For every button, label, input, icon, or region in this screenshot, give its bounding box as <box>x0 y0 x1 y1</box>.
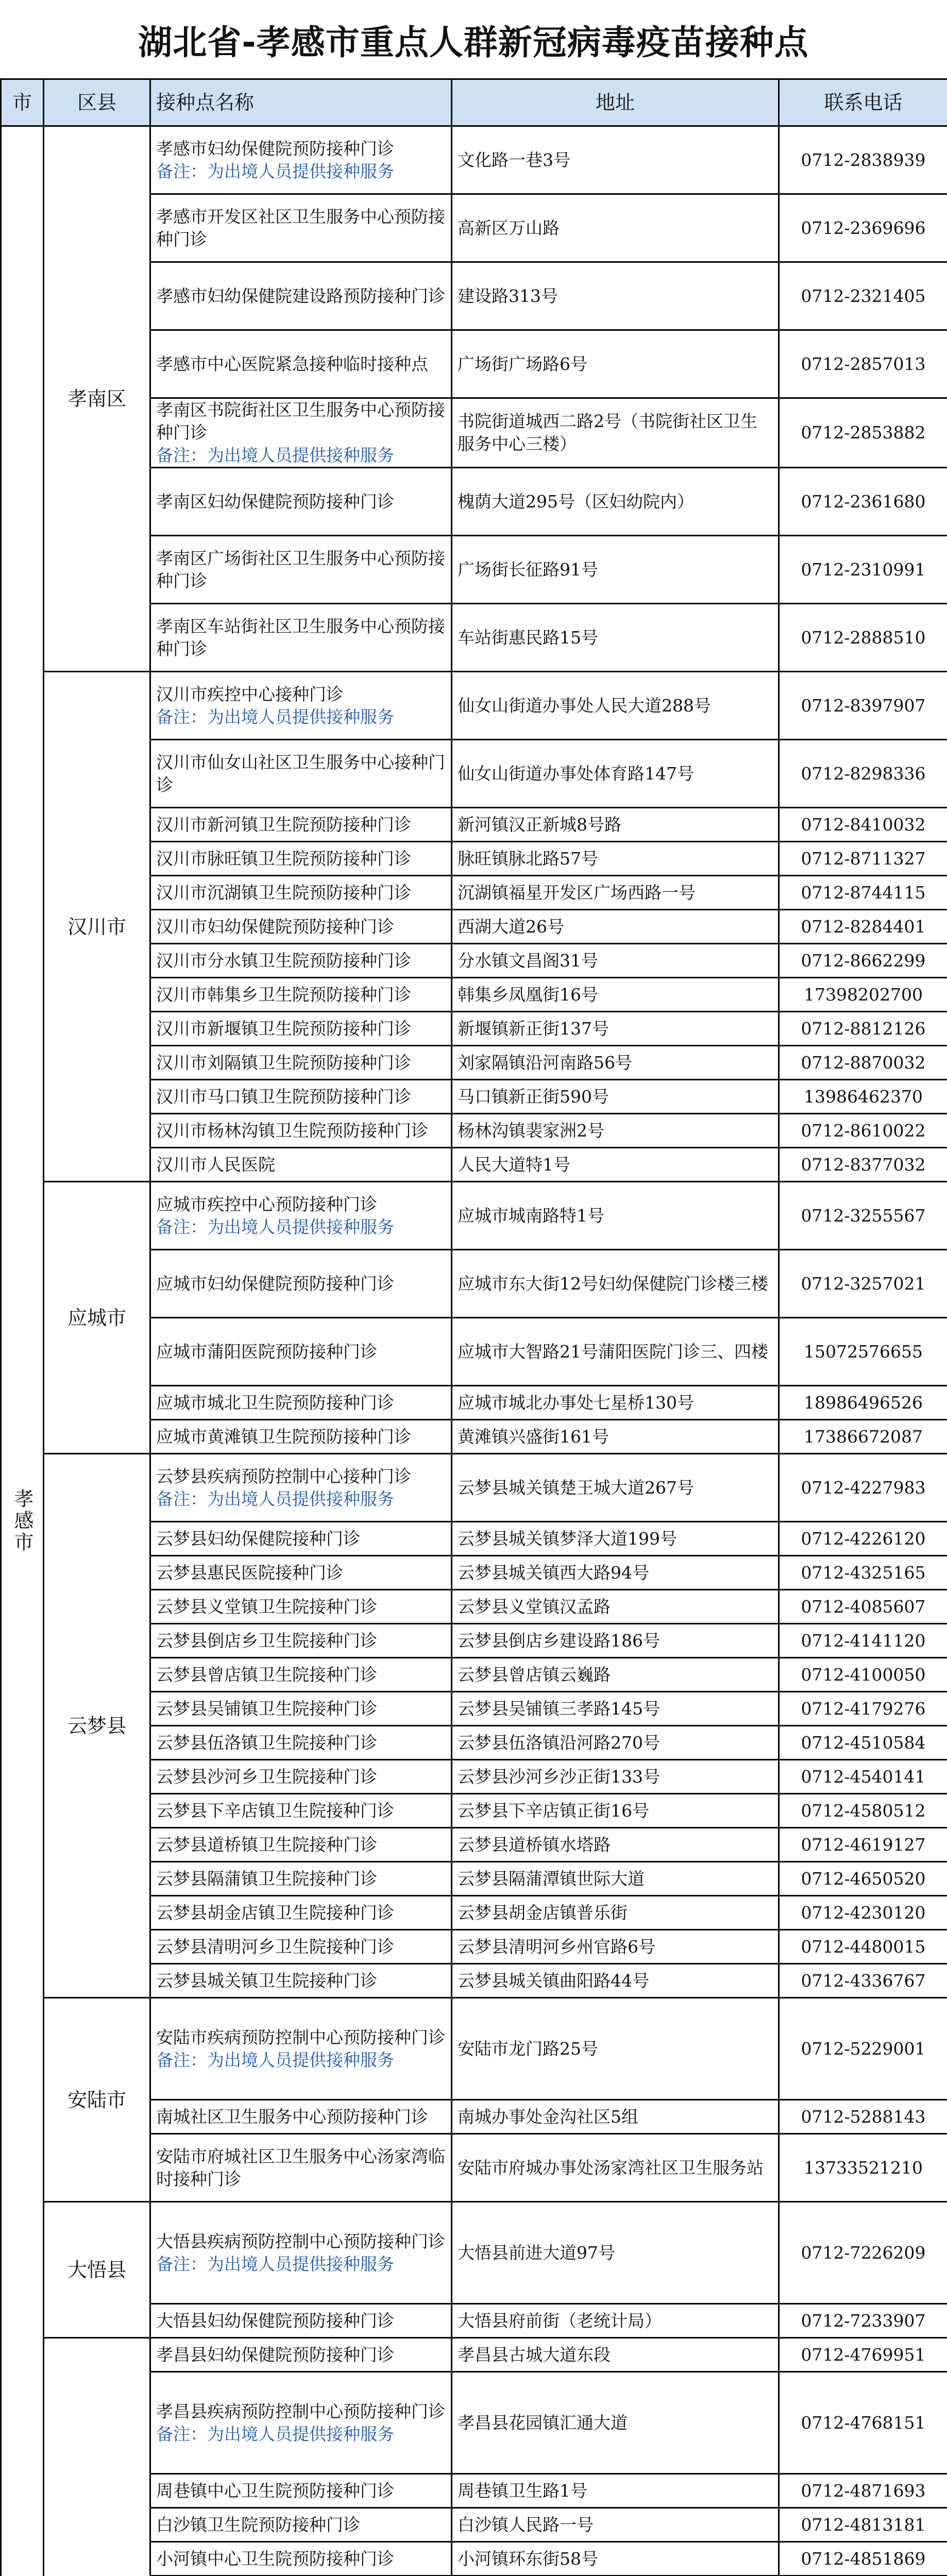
phone-cell: 18986496526 <box>779 1386 947 1420</box>
phone-cell: 0712-8744115 <box>779 876 947 910</box>
site-name-cell <box>150 1964 452 1998</box>
site-name: 云梦县倒店乡卫生院接种门诊 <box>156 1630 377 1651</box>
phone-cell: 0712-4230120 <box>779 1896 947 1930</box>
address-cell: 槐荫大道295号（区妇幼院内） <box>452 468 779 536</box>
header-phone: 联系电话 <box>779 79 947 126</box>
address-cell: 云梦县城关镇楚王城大道267号 <box>452 1454 779 1522</box>
address-cell: 安陆市府城办事处汤家湾社区卫生服务站 <box>452 2134 779 2202</box>
phone-cell: 0712-2310991 <box>779 536 947 604</box>
phone-cell: 0712-8397907 <box>779 672 947 740</box>
site-name-cell <box>150 808 452 842</box>
address-cell: 韩集乡凤凰街16号 <box>452 978 779 1012</box>
address-cell: 云梦县城关镇梦泽大道199号 <box>452 1522 779 1556</box>
site-name: 云梦县惠民医院接种门诊 <box>156 1562 343 1583</box>
site-name-cell <box>150 1896 452 1930</box>
site-name-cell <box>150 2474 452 2508</box>
district-cell: 云梦县 <box>44 1454 150 1998</box>
phone-cell: 0712-4085607 <box>779 1590 947 1624</box>
address-cell: 仙女山街道办事处人民大道288号 <box>452 672 779 740</box>
site-name: 孝南区广场街社区卫生服务中心预防接种门诊 <box>156 548 445 591</box>
address-cell: 新河镇汉正新城8号路 <box>452 808 779 842</box>
site-name: 孝昌县疾病预防控制中心预防接种门诊 <box>156 2401 445 2421</box>
site-name: 大悟县妇幼保健院预防接种门诊 <box>156 2310 394 2331</box>
site-name: 孝昌县妇幼保健院预防接种门诊 <box>156 2344 394 2365</box>
district-cell: 应城市 <box>44 1182 150 1454</box>
site-name: 汉川市沉湖镇卫生院预防接种门诊 <box>156 882 411 903</box>
district-cell: 孝南区 <box>44 126 150 672</box>
site-name-cell <box>150 536 452 604</box>
phone-cell: 0712-8662299 <box>779 944 947 978</box>
site-name: 云梦县胡金店镇卫生院接种门诊 <box>156 1902 394 1923</box>
site-name: 汉川市分水镇卫生院预防接种门诊 <box>156 950 411 971</box>
site-name-cell <box>150 2338 452 2372</box>
site-name: 云梦县沙河乡卫生院接种门诊 <box>156 1766 377 1787</box>
site-name: 孝南区妇幼保健院预防接种门诊 <box>156 491 394 512</box>
phone-cell: 0712-2369696 <box>779 194 947 262</box>
address-cell: 文化路一巷3号 <box>452 126 779 194</box>
site-name: 安陆市疾病预防控制中心预防接种门诊 <box>156 2027 445 2047</box>
site-name-cell <box>150 1182 452 1250</box>
address-cell: 云梦县倒店乡建设路186号 <box>452 1624 779 1658</box>
phone-cell: 0712-2321405 <box>779 262 947 330</box>
address-cell: 黄滩镇兴盛街161号 <box>452 1420 779 1454</box>
site-name: 云梦县清明河乡卫生院接种门诊 <box>156 1936 394 1957</box>
phone-cell: 0712-4650520 <box>779 1862 947 1896</box>
phone-cell: 0712-7226209 <box>779 2202 947 2304</box>
city-name: 孝感市 <box>11 1488 33 1553</box>
phone-cell: 0712-8711327 <box>779 842 947 876</box>
phone-cell: 0712-5288143 <box>779 2100 947 2134</box>
site-note: 备注：为出境人员提供接种服务 <box>156 2253 394 2274</box>
address-cell: 周巷镇卫生路1号 <box>452 2474 779 2508</box>
site-note: 备注：为出境人员提供接种服务 <box>156 706 394 727</box>
address-cell: 广场街长征路91号 <box>452 536 779 604</box>
site-name: 云梦县妇幼保健院接种门诊 <box>156 1528 360 1549</box>
address-cell: 孝昌县古城大道东段 <box>452 2338 779 2372</box>
phone-cell: 0712-8284401 <box>779 910 947 944</box>
phone-cell: 0712-4510584 <box>779 1726 947 1760</box>
address-cell: 云梦县吴铺镇三孝路145号 <box>452 1692 779 1726</box>
site-name: 汉川市杨林沟镇卫生院预防接种门诊 <box>156 1120 428 1141</box>
site-name-cell <box>150 1658 452 1692</box>
table-row <box>1 1182 947 1250</box>
site-name-cell <box>150 1080 452 1114</box>
site-name: 汉川市新堰镇卫生院预防接种门诊 <box>156 1018 411 1039</box>
phone-cell: 0712-2838939 <box>779 126 947 194</box>
address-cell: 应城市东大街12号妇幼保健院门诊楼三楼 <box>452 1250 779 1318</box>
address-cell: 安陆市龙门路25号 <box>452 1998 779 2100</box>
header-district: 区县 <box>44 79 150 126</box>
site-name: 云梦县疾病预防控制中心接种门诊 <box>156 1466 411 1486</box>
site-note: 备注：为出境人员提供接种服务 <box>156 1488 394 1509</box>
site-name: 云梦县城关镇卫生院接种门诊 <box>156 1970 377 1991</box>
phone-cell: 0712-4480015 <box>779 1930 947 1964</box>
site-name-cell <box>150 2542 452 2576</box>
phone-cell: 15072576655 <box>779 1318 947 1386</box>
address-cell: 云梦县曾店镇云巍路 <box>452 1658 779 1692</box>
table-body <box>1 126 947 2576</box>
address-cell: 大悟县府前街（老统计局） <box>452 2304 779 2338</box>
site-name-cell <box>150 1862 452 1896</box>
site-name: 汉川市马口镇卫生院预防接种门诊 <box>156 1086 411 1107</box>
site-name: 汉川市新河镇卫生院预防接种门诊 <box>156 814 411 835</box>
site-name: 孝感市妇幼保健院预防接种门诊 <box>156 138 394 159</box>
phone-cell: 0712-4871693 <box>779 2474 947 2508</box>
site-note: 备注：为出境人员提供接种服务 <box>156 2049 394 2070</box>
district-cell <box>44 2338 150 2576</box>
site-note: 备注：为出境人员提供接种服务 <box>156 2424 394 2444</box>
site-name-cell <box>150 672 452 740</box>
site-name-cell <box>150 330 452 398</box>
site-name: 应城市黄滩镇卫生院预防接种门诊 <box>156 1426 411 1447</box>
phone-cell: 0712-4141120 <box>779 1624 947 1658</box>
phone-cell: 0712-8812126 <box>779 1012 947 1046</box>
phone-cell: 0712-4325165 <box>779 1556 947 1590</box>
table-row <box>1 126 947 194</box>
site-name: 云梦县曾店镇卫生院接种门诊 <box>156 1664 377 1685</box>
site-name: 云梦县隔蒲镇卫生院接种门诊 <box>156 1868 377 1889</box>
site-name-cell <box>150 876 452 910</box>
site-name-cell <box>150 1556 452 1590</box>
phone-cell: 0712-4619127 <box>779 1828 947 1862</box>
site-name: 孝感市开发区社区卫生服务中心预防接种门诊 <box>156 206 445 249</box>
phone-cell: 0712-8870032 <box>779 1046 947 1080</box>
site-name-cell <box>150 2100 452 2134</box>
site-name: 汉川市仙女山社区卫生服务中心接种门诊 <box>156 752 445 795</box>
site-name: 大悟县疾病预防控制中心预防接种门诊 <box>156 2231 445 2251</box>
phone-cell: 0712-3257021 <box>779 1250 947 1318</box>
site-name-cell <box>150 1624 452 1658</box>
phone-cell: 0712-8377032 <box>779 1148 947 1182</box>
address-cell: 云梦县城关镇西大路94号 <box>452 1556 779 1590</box>
site-name: 云梦县道桥镇卫生院接种门诊 <box>156 1834 377 1855</box>
district-cell: 安陆市 <box>44 1998 150 2202</box>
site-name: 云梦县下辛店镇卫生院接种门诊 <box>156 1800 394 1821</box>
site-name: 云梦县义堂镇卫生院接种门诊 <box>156 1596 377 1617</box>
phone-cell: 17386672087 <box>779 1420 947 1454</box>
table-row <box>1 1454 947 1522</box>
address-cell: 杨林沟镇裴家洲2号 <box>452 1114 779 1148</box>
phone-cell: 0712-4768151 <box>779 2372 947 2474</box>
site-name: 应城市城北卫生院预防接种门诊 <box>156 1392 394 1413</box>
address-cell: 书院街道城西二路2号（书院街社区卫生服务中心三楼） <box>452 398 779 468</box>
site-name-cell <box>150 1454 452 1522</box>
page-title: 湖北省-孝感市重点人群新冠病毒疫苗接种点 <box>138 22 809 62</box>
phone-cell: 17398202700 <box>779 978 947 1012</box>
site-name-cell <box>150 398 452 468</box>
address-cell: 云梦县伍洛镇沿河路270号 <box>452 1726 779 1760</box>
site-name: 孝感市妇幼保健院建设路预防接种门诊 <box>156 285 445 306</box>
site-name: 白沙镇卫生院预防接种门诊 <box>156 2514 360 2535</box>
site-name: 孝南区车站街社区卫生服务中心预防接种门诊 <box>156 616 445 659</box>
site-name-cell <box>150 1012 452 1046</box>
site-name-cell <box>150 1828 452 1862</box>
phone-cell: 13733521210 <box>779 2134 947 2202</box>
address-cell: 分水镇文昌阁31号 <box>452 944 779 978</box>
header-address: 地址 <box>452 79 779 126</box>
site-name-cell <box>150 910 452 944</box>
site-name: 汉川市韩集乡卫生院预防接种门诊 <box>156 984 411 1005</box>
site-name: 应城市蒲阳医院预防接种门诊 <box>156 1341 377 1362</box>
address-cell: 云梦县下辛店镇正街16号 <box>452 1794 779 1828</box>
site-name-cell <box>150 2202 452 2304</box>
site-name-cell <box>150 1794 452 1828</box>
address-cell: 广场街广场路6号 <box>452 330 779 398</box>
phone-cell: 0712-2857013 <box>779 330 947 398</box>
site-note: 备注：为出境人员提供接种服务 <box>156 1216 394 1237</box>
site-name-cell <box>150 1420 452 1454</box>
address-cell: 高新区万山路 <box>452 194 779 262</box>
site-name: 应城市妇幼保健院预防接种门诊 <box>156 1273 394 1294</box>
address-cell: 脉旺镇脉北路57号 <box>452 842 779 876</box>
site-name-cell <box>150 1522 452 1556</box>
phone-cell: 0712-8610022 <box>779 1114 947 1148</box>
site-name-cell <box>150 1046 452 1080</box>
city-cell <box>1 126 44 2576</box>
site-name-cell <box>150 1386 452 1420</box>
phone-cell: 0712-8298336 <box>779 740 947 808</box>
phone-cell: 0712-4540141 <box>779 1760 947 1794</box>
site-note: 备注：为出境人员提供接种服务 <box>156 161 394 181</box>
phone-cell: 0712-4336767 <box>779 1964 947 1998</box>
address-cell: 仙女山街道办事处体育路147号 <box>452 740 779 808</box>
address-cell: 云梦县道桥镇水塔路 <box>452 1828 779 1862</box>
address-cell: 西湖大道26号 <box>452 910 779 944</box>
phone-cell: 0712-4813181 <box>779 2508 947 2542</box>
address-cell: 建设路313号 <box>452 262 779 330</box>
district-cell: 汉川市 <box>44 672 150 1182</box>
phone-cell: 0712-8410032 <box>779 808 947 842</box>
address-cell: 云梦县隔蒲潭镇世际大道 <box>452 1862 779 1896</box>
site-name: 汉川市刘隔镇卫生院预防接种门诊 <box>156 1052 411 1073</box>
phone-cell: 0712-2888510 <box>779 604 947 672</box>
address-cell: 马口镇新正街590号 <box>452 1080 779 1114</box>
site-name-cell <box>150 978 452 1012</box>
site-name: 云梦县伍洛镇卫生院接种门诊 <box>156 1732 377 1753</box>
site-name-cell <box>150 1114 452 1148</box>
site-name-cell <box>150 1760 452 1794</box>
address-cell: 车站街惠民路15号 <box>452 604 779 672</box>
phone-cell: 0712-3255567 <box>779 1182 947 1250</box>
table-row <box>1 2338 947 2372</box>
address-cell: 小河镇环东街58号 <box>452 2542 779 2576</box>
phone-cell: 0712-4851869 <box>779 2542 947 2576</box>
address-cell: 云梦县胡金店镇普乐街 <box>452 1896 779 1930</box>
site-name-cell <box>150 1318 452 1386</box>
address-cell: 沉湖镇福星开发区广场西路一号 <box>452 876 779 910</box>
site-name-cell <box>150 1148 452 1182</box>
header-site-name: 接种点名称 <box>150 79 452 126</box>
site-name-cell <box>150 468 452 536</box>
table-row <box>1 672 947 740</box>
header-city: 市 <box>1 79 44 126</box>
phone-cell: 0712-2853882 <box>779 398 947 468</box>
site-name-cell <box>150 2372 452 2474</box>
address-cell: 应城市城南路特1号 <box>452 1182 779 1250</box>
site-name: 南城社区卫生服务中心预防接种门诊 <box>156 2106 428 2127</box>
address-cell: 新堰镇新正街137号 <box>452 1012 779 1046</box>
site-name: 孝南区书院街社区卫生服务中心预防接种门诊 <box>156 400 445 443</box>
site-name: 小河镇中心卫生院预防接种门诊 <box>156 2548 394 2569</box>
phone-cell: 13986462370 <box>779 1080 947 1114</box>
vaccination-sites-table <box>0 78 947 2576</box>
site-name: 汉川市脉旺镇卫生院预防接种门诊 <box>156 848 411 869</box>
site-note: 备注：为出境人员提供接种服务 <box>156 445 394 465</box>
phone-cell: 0712-4100050 <box>779 1658 947 1692</box>
address-cell: 刘家隔镇沿河南路56号 <box>452 1046 779 1080</box>
site-name: 汉川市疾控中心接种门诊 <box>156 684 343 704</box>
address-cell: 人民大道特1号 <box>452 1148 779 1182</box>
site-name-cell <box>150 1250 452 1318</box>
site-name-cell <box>150 944 452 978</box>
site-name: 汉川市人民医院 <box>156 1154 275 1175</box>
site-name-cell <box>150 1998 452 2100</box>
address-cell: 云梦县义堂镇汉孟路 <box>452 1590 779 1624</box>
site-name-cell <box>150 2304 452 2338</box>
phone-cell: 0712-4226120 <box>779 1522 947 1556</box>
site-name: 应城市疾控中心预防接种门诊 <box>156 1194 377 1214</box>
phone-cell: 0712-2361680 <box>779 468 947 536</box>
site-name-cell <box>150 194 452 262</box>
site-name-cell <box>150 842 452 876</box>
address-cell: 孝昌县花园镇汇通大道 <box>452 2372 779 2474</box>
site-name-cell <box>150 1692 452 1726</box>
site-name: 孝感市中心医院紧急接种临时接种点 <box>156 353 428 374</box>
address-cell: 应城市大智路21号蒲阳医院门诊三、四楼 <box>452 1318 779 1386</box>
site-name-cell <box>150 604 452 672</box>
phone-cell: 0712-4227983 <box>779 1454 947 1522</box>
phone-cell: 0712-4769951 <box>779 2338 947 2372</box>
table-header-row <box>1 79 947 126</box>
site-name-cell <box>150 740 452 808</box>
table-row <box>1 1998 947 2100</box>
address-cell: 应城市城北办事处七星桥130号 <box>452 1386 779 1420</box>
table-row <box>1 2202 947 2304</box>
site-name: 汉川市妇幼保健院预防接种门诊 <box>156 916 394 937</box>
site-name: 周巷镇中心卫生院预防接种门诊 <box>156 2480 394 2501</box>
site-name-cell <box>150 1726 452 1760</box>
phone-cell: 0712-5229001 <box>779 1998 947 2100</box>
site-name-cell <box>150 262 452 330</box>
site-name-cell <box>150 2134 452 2202</box>
district-cell: 大悟县 <box>44 2202 150 2338</box>
address-cell: 南城办事处金沟社区5组 <box>452 2100 779 2134</box>
phone-cell: 0712-4580512 <box>779 1794 947 1828</box>
phone-cell: 0712-7233907 <box>779 2304 947 2338</box>
address-cell: 云梦县沙河乡沙正街133号 <box>452 1760 779 1794</box>
phone-cell: 0712-4179276 <box>779 1692 947 1726</box>
address-cell: 白沙镇人民路一号 <box>452 2508 779 2542</box>
site-name-cell <box>150 126 452 194</box>
site-name: 安陆市府城社区卫生服务中心汤家湾临时接种门诊 <box>156 2146 445 2189</box>
site-name-cell <box>150 1930 452 1964</box>
site-name-cell <box>150 2508 452 2542</box>
address-cell: 云梦县清明河乡州官路6号 <box>452 1930 779 1964</box>
address-cell: 大悟县前进大道97号 <box>452 2202 779 2304</box>
address-cell: 云梦县城关镇曲阳路44号 <box>452 1964 779 1998</box>
site-name-cell <box>150 1590 452 1624</box>
site-name: 云梦县吴铺镇卫生院接种门诊 <box>156 1698 377 1719</box>
